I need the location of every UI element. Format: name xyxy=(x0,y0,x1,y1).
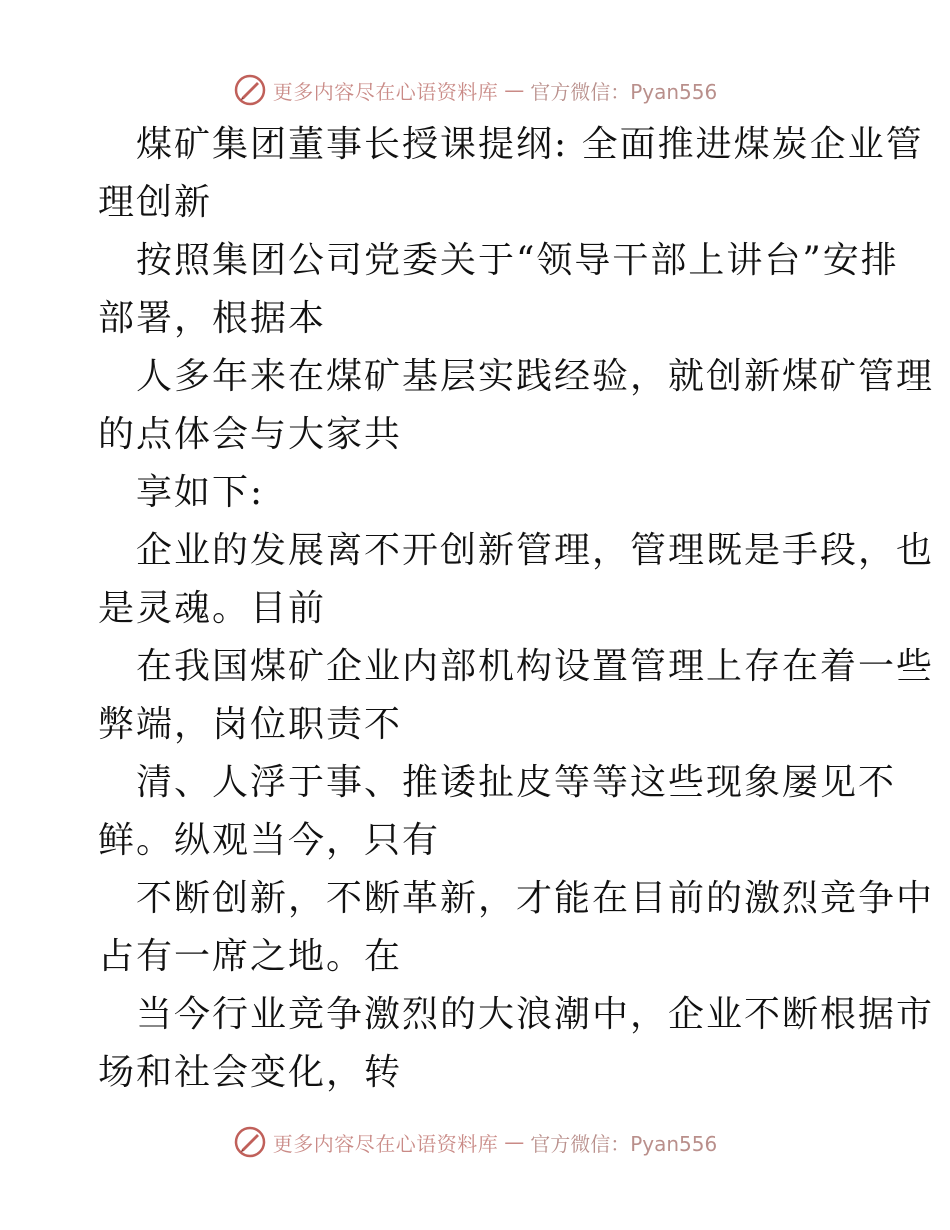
text-line: 煤矿集团董事长授课提纲: 全面推进煤炭企业管 xyxy=(136,124,924,165)
text-line: 当今行业竞争激烈的大浪潮中，企业不断根据市 xyxy=(136,994,935,1035)
watermark-text: 更多内容尽在心语资料库 xyxy=(272,1131,499,1156)
text-line: 不断创新，不断革新，才能在目前的激烈竞争中 xyxy=(136,878,935,919)
quill-seal-icon xyxy=(233,1125,267,1159)
quill-seal-icon xyxy=(233,73,267,107)
text-line: 场和社会变化，转 xyxy=(98,1052,403,1093)
watermark-text: 更多内容尽在心语资料库 xyxy=(272,79,499,104)
text-line: 按照集团公司党委关于“领导干部上讲台”安排 xyxy=(136,240,899,281)
text-line: 鲜。纵观当今，只有 xyxy=(98,820,441,861)
text-line: 企业的发展离不开创新管理，管理既是手段，也 xyxy=(136,530,935,571)
watermark-separator: — xyxy=(504,78,525,102)
watermark-wechat: 官方微信：Pyan556 xyxy=(530,1131,718,1156)
text-line: 享如下: xyxy=(136,472,265,513)
footer-watermark xyxy=(0,1124,950,1160)
text-line: 人多年来在煤矿基层实践经验，就创新煤矿管理 xyxy=(136,356,935,397)
watermark-separator: — xyxy=(504,1130,525,1154)
header-watermark xyxy=(0,72,950,108)
text-line: 是灵魂。目前 xyxy=(98,588,327,629)
watermark-wechat: 官方微信：Pyan556 xyxy=(530,79,718,104)
text-line: 理创新 xyxy=(98,182,213,223)
text-line: 清、人浮于事、推诿扯皮等等这些现象屡见不 xyxy=(136,762,897,803)
text-line: 占有一席之地。在 xyxy=(98,936,403,977)
text-line: 部署，根据本 xyxy=(98,298,327,339)
text-line: 弊端，岗位职责不 xyxy=(98,704,403,745)
text-line: 在我国煤矿企业内部机构设置管理上存在着一些 xyxy=(136,646,935,687)
document-body xyxy=(98,116,935,1102)
text-line: 的点体会与大家共 xyxy=(98,414,403,455)
